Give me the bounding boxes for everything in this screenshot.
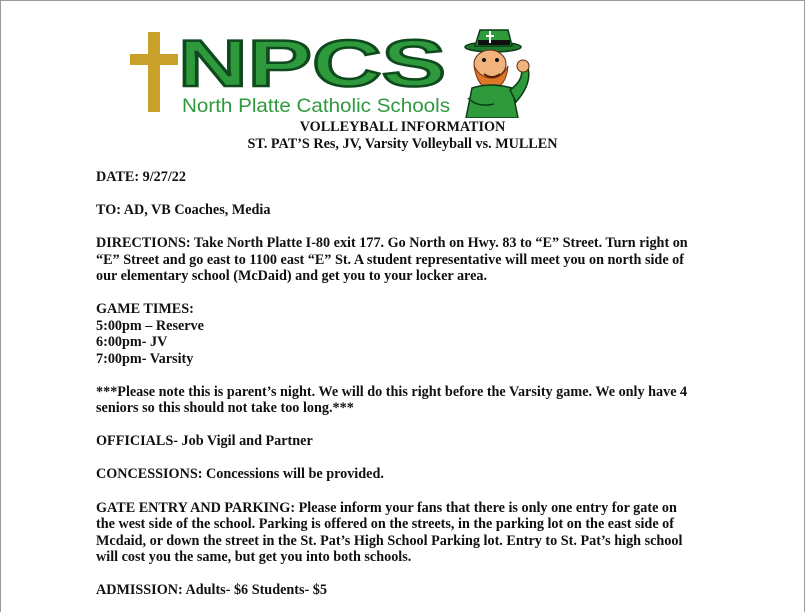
directions-line: our elementary school (McDaid) and get you to your locker area. [96,268,488,284]
cross-icon [130,32,178,112]
gate-entry-line: the west side of the school. Parking is offered on the streets, in the parking lot on the east side of [96,516,674,532]
game-time-item: 5:00pm – Reserve [96,318,204,334]
document-title: VOLLEYBALL INFORMATION [299,119,506,135]
date-line: DATE: 9/27/22 [96,169,186,185]
to-line: TO: AD, VB Coaches, Media [96,202,271,218]
parents-night-note: seniors so this should not take too long.*** [96,400,354,416]
game-times-header: GAME TIMES: [96,301,194,317]
game-time-item: 7:00pm- Varsity [96,351,194,367]
gate-entry-line: Mcdaid, or down the street in the St. Pat’s High School Parking lot. Entry to St. Pat’s high school [96,533,683,549]
admission-line: ADMISSION: Adults- $6 Students- $5 [96,582,327,598]
concessions-line: CONCESSIONS: Concessions will be provided. [96,466,384,482]
document-subtitle: ST. PAT’S Res, JV, Varsity Volleyball vs. MULLEN [247,136,558,152]
gate-entry-line: GATE ENTRY AND PARKING: Please inform your fans that there is only one entry for gate on [96,500,677,516]
game-time-item: 6:00pm- JV [96,334,168,350]
parents-night-note: ***Please note this is parent’s night. We will do this right before the Varsity game. We only have 4 [96,384,688,400]
npcs-logo [128,28,530,118]
logo-school-name: North Platte Catholic Schools [182,95,451,117]
directions-line: “E” Street and go east to 1100 east “E” St. A student representative will meet you on north side of [96,252,684,268]
logo-acronym: NPCS [178,28,446,100]
gate-entry-line: will cost you the same, but get you into both schools. [96,549,412,565]
directions-line: DIRECTIONS: Take North Platte I-80 exit 177. Go North on Hwy. 83 to “E” Street. Turn right on [96,235,688,251]
leprechaun-mascot-icon [465,30,529,118]
officials-line: OFFICIALS- Job Vigil and Partner [96,433,313,449]
